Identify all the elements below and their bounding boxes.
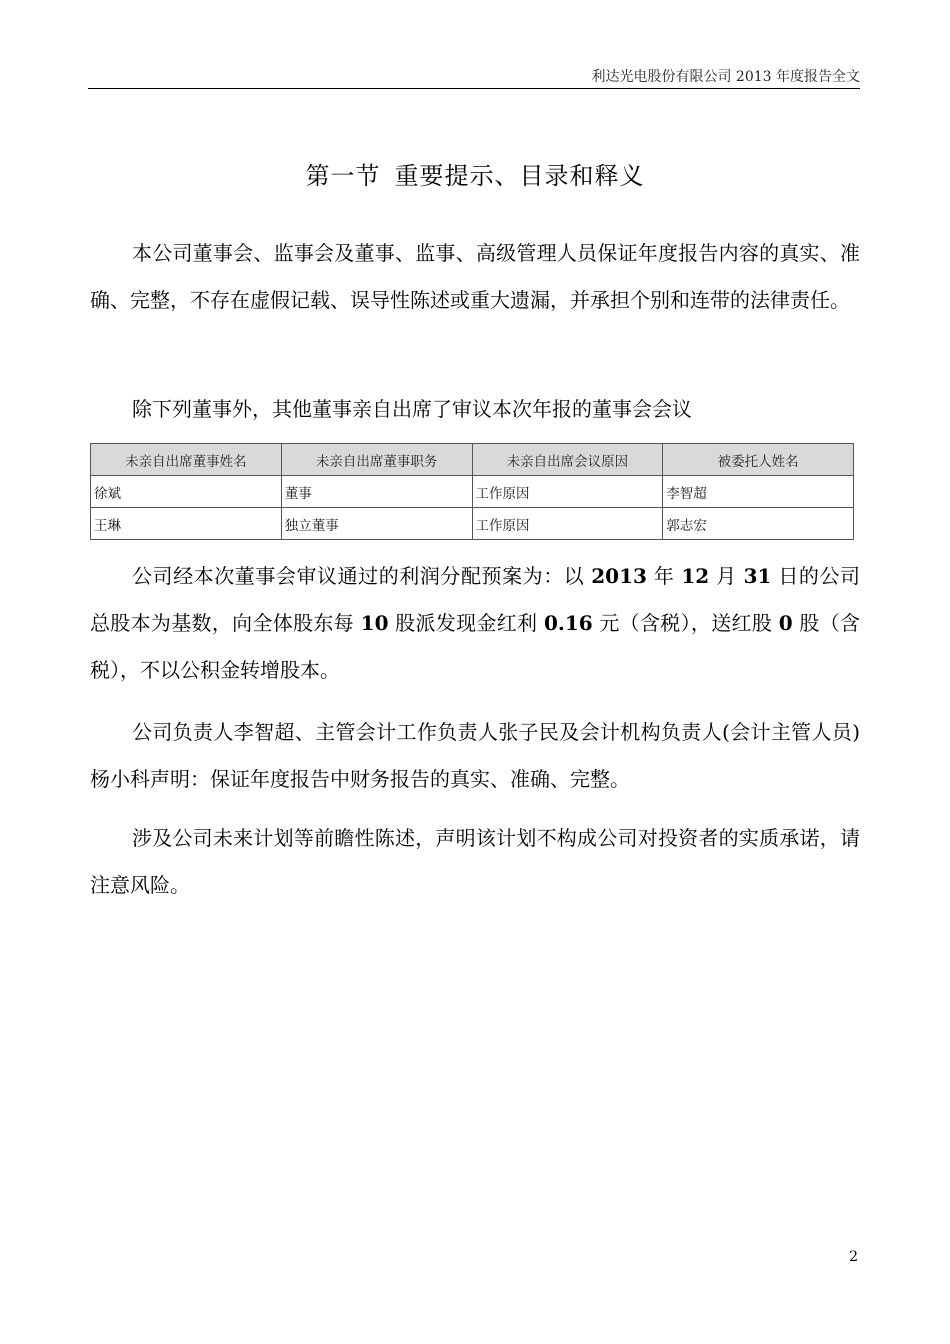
text-run: 股派发现金红利 xyxy=(388,611,544,635)
table-header-cell: 未亲自出席董事姓名 xyxy=(91,444,282,476)
running-header: 利达光电股份有限公司 2013 年度报告全文 xyxy=(591,69,860,85)
table-row xyxy=(91,508,854,540)
header-divider xyxy=(88,88,860,89)
table-cell: 独立董事 xyxy=(281,508,472,540)
text-run: 股（含税），不以公积金转增股本。 xyxy=(90,611,860,682)
absent-directors-intro: 除下列董事外，其他董事亲自出席了审议本次年报的董事会会议 xyxy=(132,397,692,421)
page-number: 2 xyxy=(849,1249,858,1265)
table-row xyxy=(91,476,854,508)
text-run: 公司经本次董事会审议通过的利润分配预案为：以 xyxy=(132,564,592,588)
forward-looking-disclaimer: 涉及公司未来计划等前瞻性陈述，声明该计划不构成公司对投资者的实质承诺，请注意风险。 xyxy=(90,826,860,897)
table-cell: 王琳 xyxy=(91,508,282,540)
table-cell: 李智超 xyxy=(663,476,854,508)
bonus-share-value: 0 xyxy=(778,611,793,635)
section-heading: 重要提示、目录和释义 xyxy=(394,162,645,190)
declaration-paragraph: 本公司董事会、监事会及董事、监事、高级管理人员保证年度报告内容的真实、准确、完整，不存在虚假记载、误导性陈述或重大遗漏，并承担个别和连带的法律责任。 xyxy=(90,241,860,312)
text-run: 年 xyxy=(646,564,682,588)
dividend-value: 0.16 xyxy=(543,611,593,635)
table-header-cell: 未亲自出席会议原因 xyxy=(472,444,663,476)
table-cell: 董事 xyxy=(281,476,472,508)
text-run: 月 xyxy=(709,564,744,588)
table-cell: 郭志宏 xyxy=(663,508,854,540)
share-base-value: 10 xyxy=(360,611,389,635)
day-value: 31 xyxy=(743,564,772,588)
table-cell: 徐斌 xyxy=(91,476,282,508)
table-cell: 工作原因 xyxy=(472,508,663,540)
table-header-cell: 未亲自出席董事职务 xyxy=(281,444,472,476)
section-number: 第一节 xyxy=(305,162,381,190)
table-header-cell: 被委托人姓名 xyxy=(663,444,854,476)
profit-distribution-paragraph xyxy=(90,553,860,694)
table-cell: 工作原因 xyxy=(472,476,663,508)
section-title xyxy=(0,156,950,191)
financial-report-declaration: 公司负责人李智超、主管会计工作负责人张子民及会计机构负责人(会计主管人员)杨小科声明：保证年度报告中财务报告的真实、准确、完整。 xyxy=(90,720,860,791)
table-header-row xyxy=(91,444,854,476)
text-run: 日的公司总股本为基数，向全体股东每 xyxy=(90,564,861,635)
absent-directors-table xyxy=(90,443,854,540)
year-value: 2013 xyxy=(591,564,647,588)
text-run: 元（含税），送红股 xyxy=(592,611,779,635)
month-value: 12 xyxy=(681,564,710,588)
